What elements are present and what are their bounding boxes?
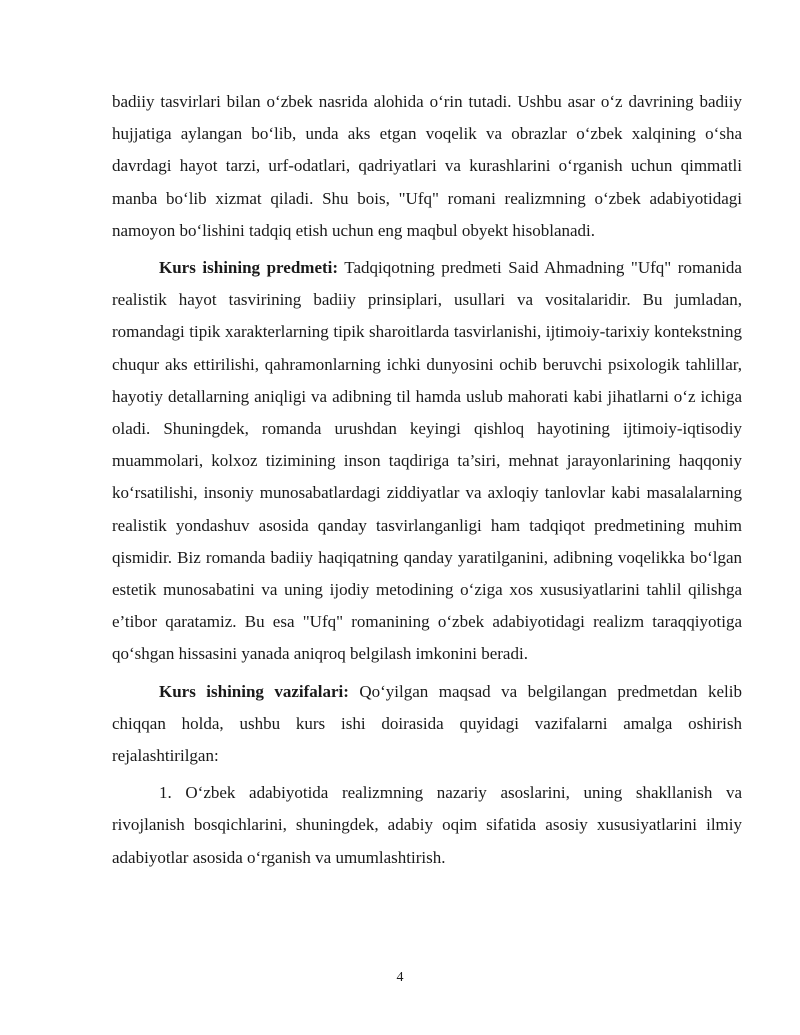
- tasks-text: Qo‘yilgan maqsad va belgilangan predmetdan kelib chiqqan holda, ushbu kurs ishi doirasida quyidagi vazifalarni amalga oshirish rejalashtirilgan:: [112, 681, 742, 766]
- paragraph-continuation: badiiy tasvirlari bilan o‘zbek nasrida alohida o‘rin tutadi. Ushbu asar o‘z davrining badiiy hujjatiga aylangan bo‘lib, unda aks etgan voqelik va obrazlar o‘zbek xalqining o‘sha davrdagi hayot tarzi, urf-odatlari, qadriyatlari va kurashlarini o‘rganish uchun qimmatli manba bo‘lib xizmat qiladi. Shu bois, "Ufq" romani realizmning o‘zbek adabiyotidagi namoyon bo‘lishini tadqiq etish uchun eng maqbul obyekt hisoblanadi.: [112, 92, 742, 240]
- document-body: [112, 86, 742, 874]
- subject-heading: Kurs ishining predmeti:: [159, 258, 339, 278]
- page-number: 4: [396, 970, 404, 985]
- subject-text: Tadqiqotning predmeti Said Ahmadning "Ufq" romanida realistik hayot tasvirining badiiy prinsiplari, usullari va vositalaridir. Bu jumladan, romandagi tipik xarakterlarning tipik sharoitlarda tasvirlanishi, ijtimoiy-tarixiy kontekstning chuqur aks ettirilishi, qahramonlarning ichki dunyosini ochib beruvchi psixologik tahlillar, hayotiy detallarning aniqligi va adibning til hamda uslub mahorati kabi jihatlarni o‘z ichiga oladi. Shuningdek, romanda urushdan keyingi qishloq hayotining ijtimoiy-iqtisodiy muammolari, kolxoz tizimining inson taqdiriga ta’siri, mehnat jarayonlarining haqqoniy ko‘rsatilishi, insoniy munosabatlardagi ziddiyatlar va axloqiy tanlovlar kabi masalalarning realistik yondashuv asosida qanday tasvirlanganligi ham tadqiqot predmetining muhim qismidir. Biz romanda badiiy haqiqatning qanday yaratilganini, adibning voqelikka bo‘lgan estetik munosabatini va uning ijodiy metodining o‘ziga xos xususiyatlarini tahlil qilishga e’tibor qaratamiz. Bu esa "Ufq" romanining o‘zbek adabiyotidagi realizm taraqqiyotiga qo‘shgan hissasini yanada aniqroq belgilash imkonini beradi.: [112, 258, 742, 664]
- task-item-1: 1. O‘zbek adabiyotida realizmning nazariy asoslarini, uning shakllanish va rivojlanish bosqichlarini, shuningdek, adabiy oqim sifatida asosiy xususiyatlarini ilmiy adabiyotlar asosida o‘rganish va umumlashtirish.: [112, 783, 742, 867]
- paragraph-tasks: [112, 676, 742, 773]
- paragraph-subject: [112, 252, 742, 671]
- tasks-heading: Kurs ishining vazifalari:: [159, 681, 349, 701]
